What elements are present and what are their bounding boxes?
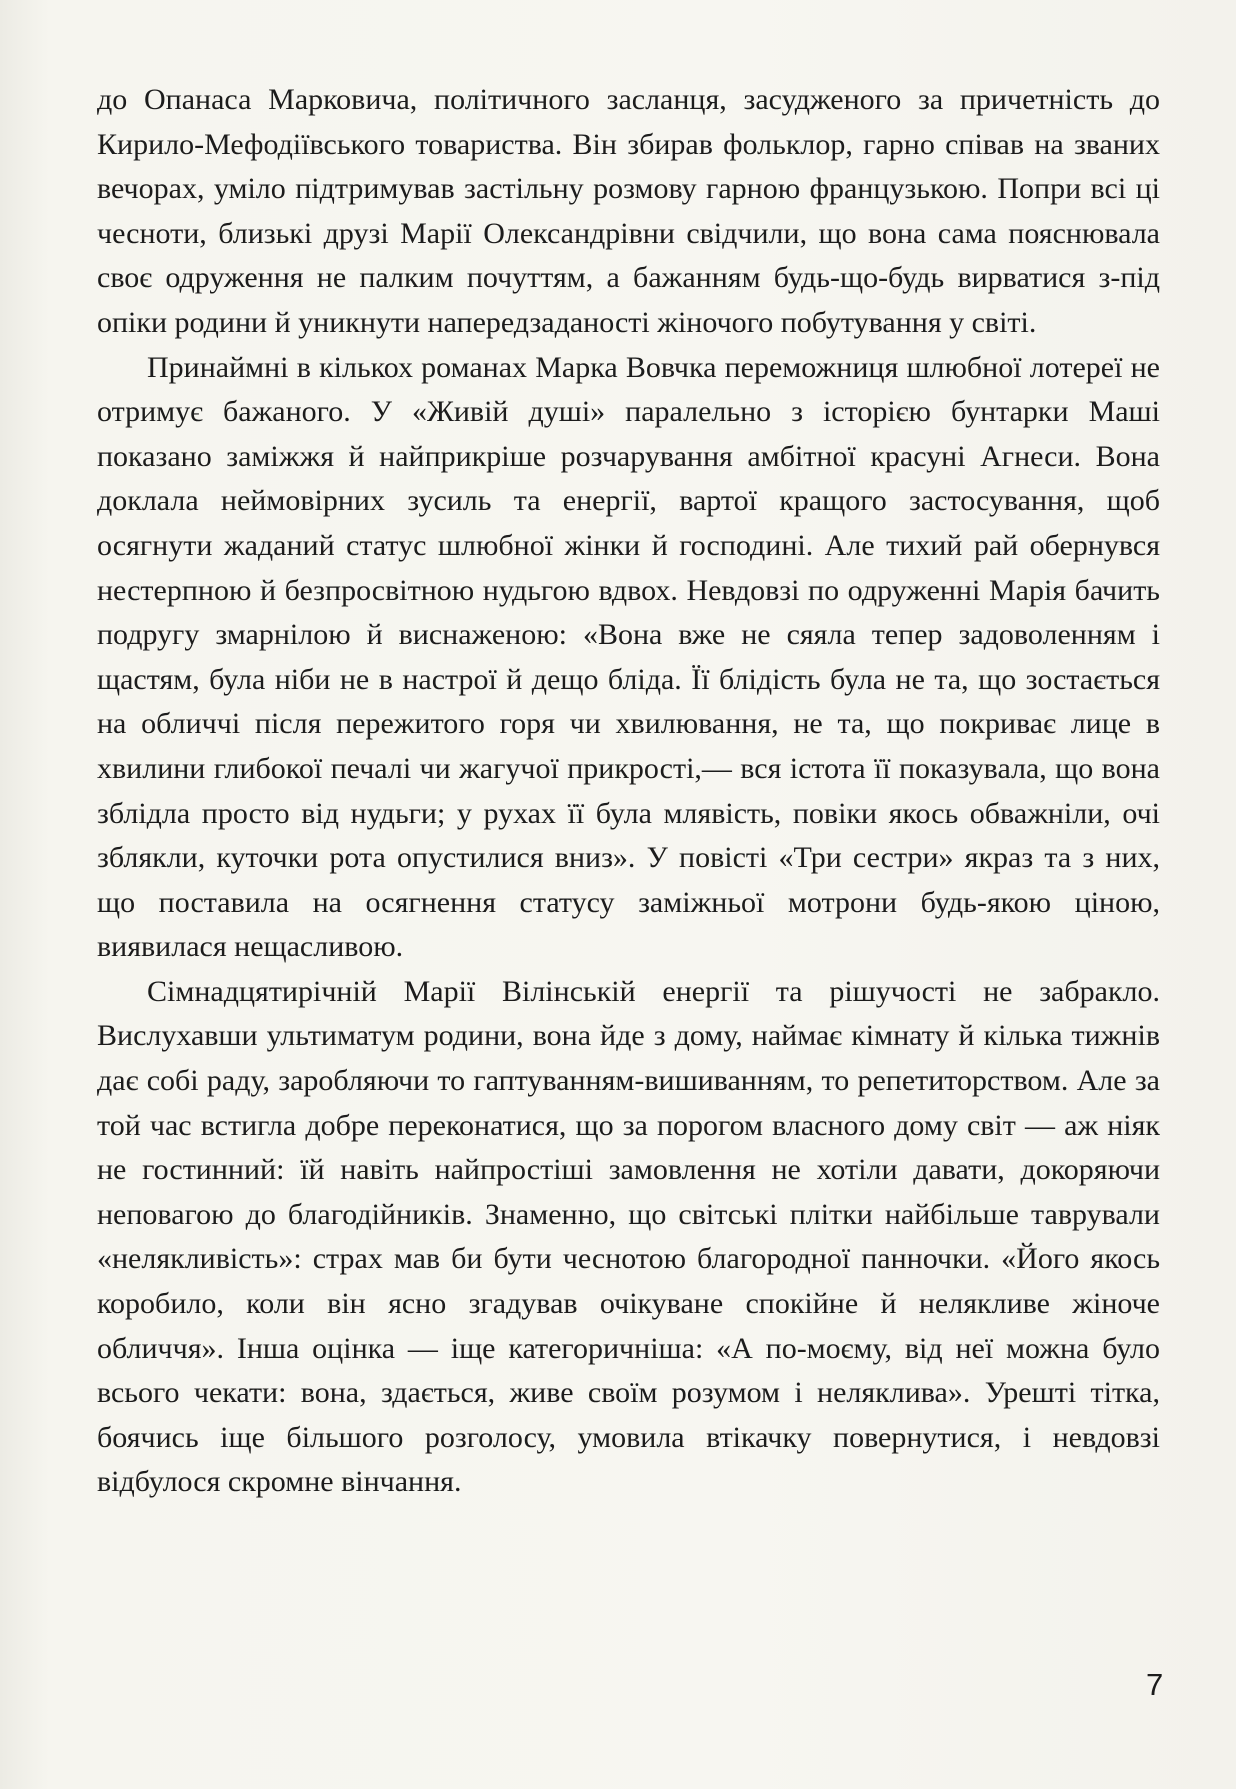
paragraph-1: до Опанаса Марковича, політичного засланця, засудженого за причетність до Кирило-Мефодіївського товариства. Він збирав фольклор, гарно співав на званих вечорах, уміло підтримував застільну розмову гарною французькою. Попри всі ці чесноти, близькі друзі Марії Олександрівни свідчили, що вона сама пояснювала своє одруження не палким почуттям, а бажанням будь-що-будь вирватися з-під опіки родини й уникнути напередзаданості жіночого побутування у світі.: [97, 83, 1160, 339]
paragraph-2: Принаймні в кількох романах Марка Вовчка переможниця шлюбної лотереї не отримує бажаного. У «Живій душі» паралельно з історією бунтарки Маші показано заміжжя й найприкріше розчарування амбітної красуні Агнеси. Вона доклала неймовірних зусиль та енергії, вартої кращого застосування, щоб осягнути жаданий статус шлюбної жінки й господині. Але тихий рай обернувся нестерпною й безпросвітною нудьгою вдвох. Невдовзі по одруженні Марія бачить подругу змарнілою й виснаженою: «Вона вже не сяяла тепер задоволенням і щастям, була ніби не в настрої й дещо бліда. Її блідість була не та, що зостається на обличчі після пережитого горя чи хвилювання, не та, що покриває лице в хвилини глибокої печалі чи жагучої прикрості,— вся істота її показувала, що вона зблідла просто від нудьги; у рухах її була млявість, повіки якось обважніли, очі зблякли, куточки рота опустилися вниз». У повісті «Три сестри» якраз та з них, що поставила на осягнення статусу заміжньої мотрони будь-якою ціною, виявилася нещасливою.: [97, 350, 1160, 964]
page-number: 7: [1146, 1667, 1164, 1702]
paragraph-3: Сімнадцятирічній Марії Вілінській енергії та рішучості не забракло. Вислухавши ультиматум родини, вона йде з дому, наймає кімнату й кілька тижнів дає собі раду, заробляючи то гаптуванням-вишиванням, то репетиторством. Але за той час встигла добре переконатися, що за порогом власного дому світ — аж ніяк не гостинний: їй навіть найпростіші замовлення не хотіли давати, докоряючи неповагою до благодійників. Знаменно, що світські плітки найбільше таврували «нелякливість»: страх мав би бути чеснотою благородної панночки. «Його якось коробило, коли він ясно згадував очікуване спокійне й нелякливе жіноче обличчя». Інша оцінка — іще категоричніша: «А по-моєму, від неї можна було всього чекати: вона, здається, живе своїм розумом і неляклива». Урешті тітка, боячись іще більшого розголосу, умовила втікачку повернутися, і невдовзі відбулося скромне вінчання.: [97, 974, 1160, 1499]
body-text: [97, 78, 1160, 1505]
